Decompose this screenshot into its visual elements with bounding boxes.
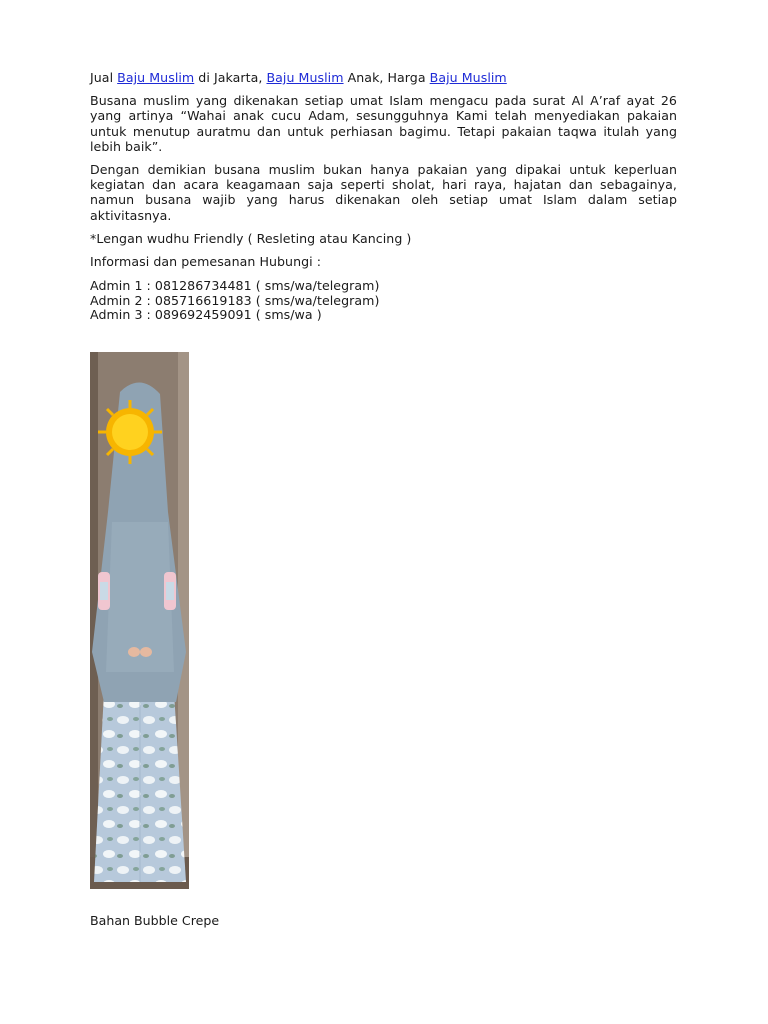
title-line xyxy=(90,70,677,85)
photo-caption: Bahan Bubble Crepe xyxy=(90,912,220,928)
contact-intro: Informasi dan pemesanan Hubungi : xyxy=(90,254,322,270)
title-prefix: Jual xyxy=(90,70,118,85)
title-middle-1: di Jakarta, xyxy=(194,70,267,85)
product-photo xyxy=(90,352,189,889)
admin-contact-1: Admin 1 : 081286734481 ( sms/wa/telegram) xyxy=(90,278,380,294)
baju-muslim-link-1[interactable]: Baju Muslim xyxy=(117,70,195,85)
feature-note: *Lengan wudhu Friendly ( Resleting atau Kancing ) xyxy=(90,230,412,246)
paragraph-surat-al-araf: Busana muslim yang dikenakan setiap umat Islam mengacu pada surat Al A’raf ayat 26 yang artinya “Wahai anak cucu Adam, sesungguhnya Kami telah menyediakan pakaian untuk menutup auratmu dan untuk perhiasan bagimu. Tetapi pakaian taqwa itulah yang lebih baik”. xyxy=(90,93,677,154)
paragraph-busana-muslim: Dengan demikian busana muslim bukan hanya pakaian yang dipakai untuk keperluan kegiatan dan acara keagamaan saja seperti sholat, hari raya, hajatan dan sebagainya, namun busana wajib yang harus dikenakan oleh setiap umat Islam dalam setiap aktivitasnya. xyxy=(90,162,677,223)
baju-muslim-link-2[interactable]: Baju Muslim xyxy=(266,70,344,85)
sun-face-icon xyxy=(98,400,162,464)
baju-muslim-link-3[interactable]: Baju Muslim xyxy=(429,70,507,85)
title-middle-2: Anak, Harga xyxy=(343,70,430,85)
admin-contact-3: Admin 3 : 089692459091 ( sms/wa ) xyxy=(90,307,322,323)
product-photo-illustration xyxy=(90,352,189,889)
admin-contact-2: Admin 2 : 085716619183 ( sms/wa/telegram) xyxy=(90,292,380,308)
document-body xyxy=(90,70,677,323)
